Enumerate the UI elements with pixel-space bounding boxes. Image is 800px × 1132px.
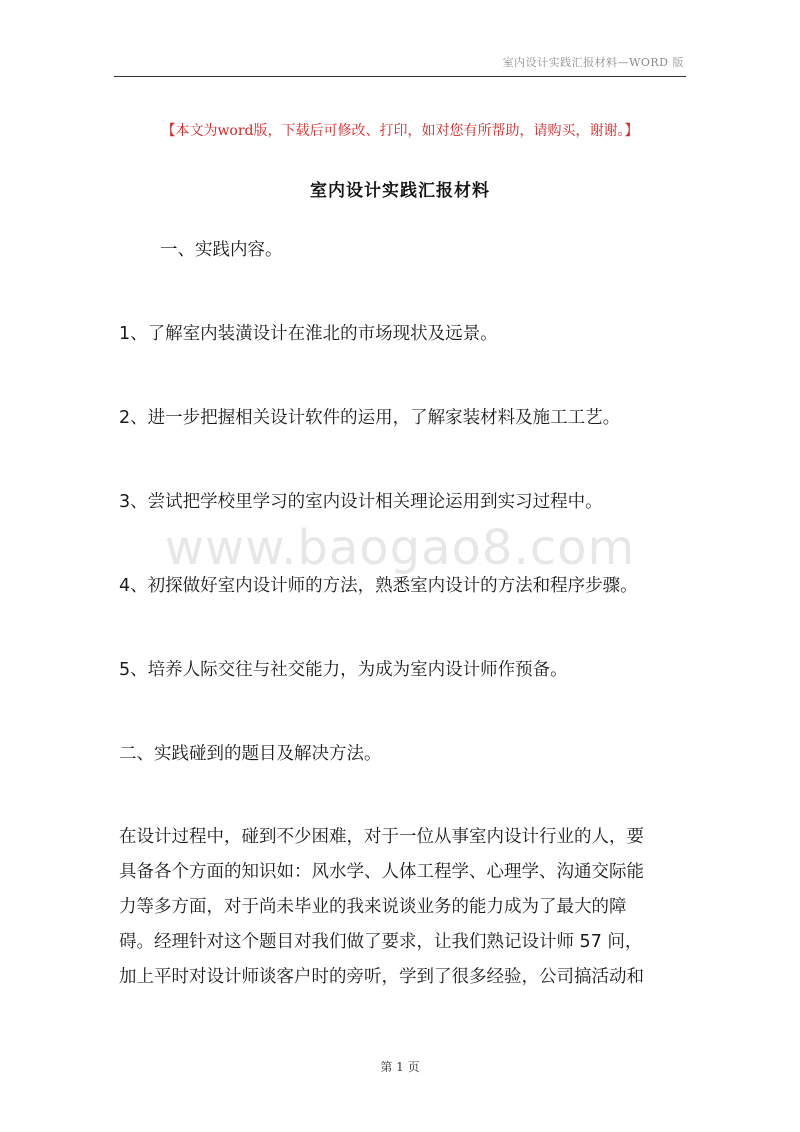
paragraph-line: 加上平时对设计师谈客户时的旁听，学到了很多经验，公司搞活动和 [119, 967, 644, 987]
running-header-title: 室内设计实践汇报材料—WORD 版 [502, 56, 684, 69]
paragraph-line: 碍。经理针对这个题目对我们做了要求，让我们熟记设计师 57 问， [119, 932, 643, 952]
page-number: 第 1 页 [380, 1060, 420, 1074]
document-title: 室内设计实践汇报材料 [310, 181, 490, 201]
header-divider [114, 76, 686, 77]
watermark: www.baogao8.com [164, 520, 636, 576]
list-item: 5、培养人际交往与社交能力，为成为室内设计师作预备。 [119, 660, 568, 680]
list-item: 4、初探做好室内设计师的方法，熟悉室内设计的方法和程序步骤。 [119, 576, 638, 596]
section2-heading: 二、实践碰到的题目及解决方法。 [119, 744, 382, 764]
list-item: 2、进一步把握相关设计软件的运用，了解家装材料及施工工艺。 [119, 408, 621, 428]
purchase-notice: 【本文为word版，下载后可修改、打印，如对您有所帮助，请购买，谢谢。】 [161, 123, 639, 139]
paragraph-line: 具备各个方面的知识如：风水学、人体工程学、心理学、沟通交际能 [119, 862, 644, 882]
section1-heading: 一、实践内容。 [160, 240, 283, 260]
list-item: 3、尝试把学校里学习的室内设计相关理论运用到实习过程中。 [119, 492, 603, 512]
paragraph-line: 力等多方面，对于尚未毕业的我来说谈业务的能力成为了最大的障 [119, 897, 627, 917]
list-item: 1、了解室内装潢设计在淮北的市场现状及远景。 [119, 324, 498, 344]
paragraph-line: 在设计过程中，碰到不少困难，对于一位从事室内设计行业的人，要 [119, 827, 644, 847]
body-paragraph [119, 820, 685, 995]
